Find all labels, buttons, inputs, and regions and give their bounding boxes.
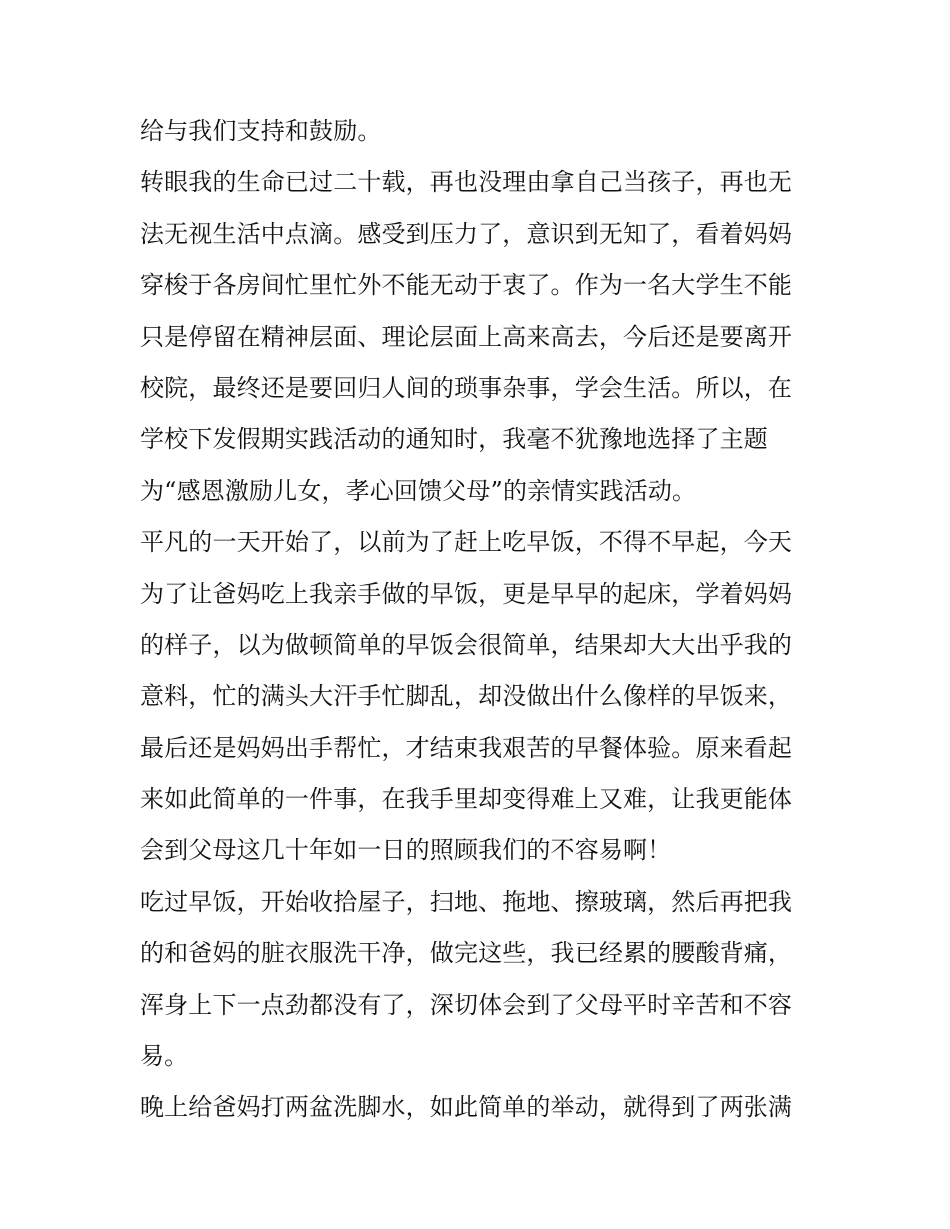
text-line: 平凡的一天开始了，以前为了赶上吃早饭，不得不早起，今天 xyxy=(140,528,793,557)
text-line: 浑身上下一点劲都没有了，深切体会到了父母平时辛苦和不容 xyxy=(140,990,793,1019)
text-line: 学校下发假期实践活动的通知时，我毫不犹豫地选择了主题 xyxy=(140,425,768,454)
text-line: 意料，忙的满头大汗手忙脚乱，却没做出什么像样的早饭来， xyxy=(140,682,793,711)
text-line: 会到父母这几十年如一日的照顾我们的不容易啊！ xyxy=(140,836,672,865)
text-line: 最后还是妈妈出手帮忙，才结束我艰苦的早餐体验。原来看起 xyxy=(140,733,793,762)
text-line: 转眼我的生命已过二十载，再也没理由拿自己当孩子，再也无 xyxy=(140,168,793,197)
text-line: 穿梭于各房间忙里忙外不能无动于衷了。作为一名大学生不能 xyxy=(140,271,793,300)
text-line: 易。 xyxy=(140,1042,189,1071)
text-line: 的样子，以为做顿简单的早饭会很简单，结果却大大出乎我的 xyxy=(140,630,793,659)
text-line: 只是停留在精神层面、理论层面上高来高去，今后还是要离开 xyxy=(140,322,793,351)
text-line: 校院，最终还是要回归人间的琐事杂事，学会生活。所以，在 xyxy=(140,373,793,402)
text-line: 晚上给爸妈打两盆洗脚水，如此简单的举动，就得到了两张满 xyxy=(140,1093,793,1122)
text-line: 的和爸妈的脏衣服洗干净，做完这些，我已经累的腰酸背痛， xyxy=(140,939,793,968)
text-line: 为了让爸妈吃上我亲手做的早饭，更是早早的起床，学着妈妈 xyxy=(140,579,793,608)
body-text xyxy=(140,106,820,1134)
text-line: 给与我们支持和鼓励。 xyxy=(140,117,382,145)
text-line: 法无视生活中点滴。感受到压力了，意识到无知了，看着妈妈 xyxy=(140,219,793,248)
text-line: 吃过早饭，开始收拾屋子，扫地、拖地、擦玻璃，然后再把我 xyxy=(140,887,793,916)
text-line: 来如此简单的一件事，在我手里却变得难上又难，让我更能体 xyxy=(140,785,793,814)
text-line: 为“感恩激励儿女，孝心回馈父母”的亲情实践活动。 xyxy=(140,476,697,505)
